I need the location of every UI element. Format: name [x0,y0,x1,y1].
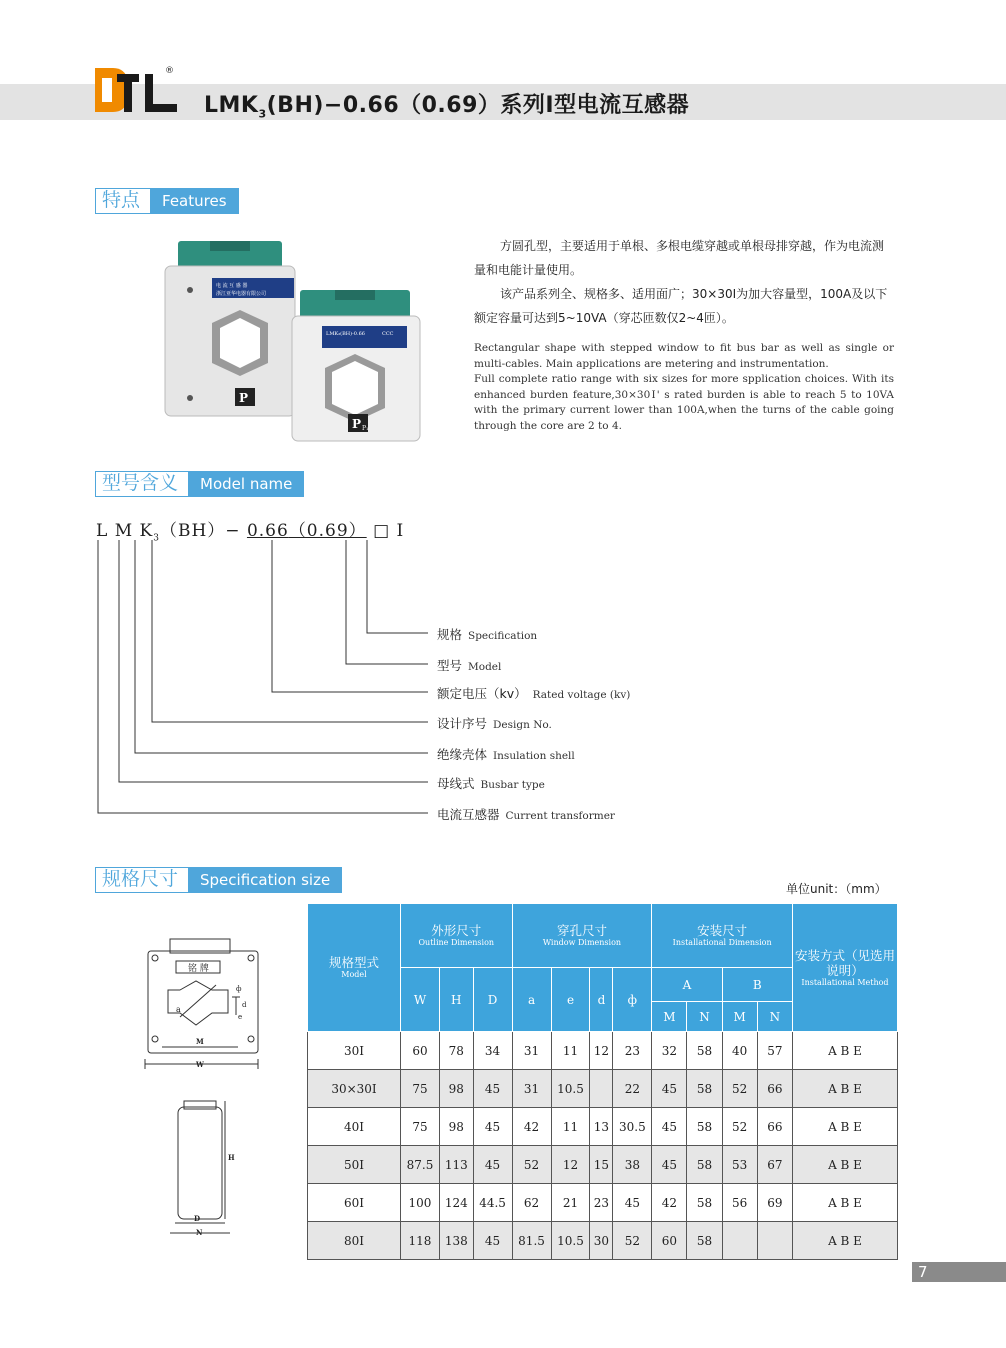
th-method: 安装方式（见选用说明） Installational Method [793,904,898,1032]
product-label-top: 电 流 互 感 器 [216,283,248,289]
page-number: 7 [912,1262,1006,1282]
svg-text:P: P [239,391,249,405]
model-name-tab-cn: 型号含义 [95,471,188,497]
features-tab-cn: 特点 [95,188,150,214]
legend-insulation-shell: 绝缘壳体 Insulation shell [437,747,575,762]
th-window: 穿孔尺寸 Window Dimension [512,904,652,968]
th-outline: 外形尺寸 Outline Dimension [401,904,513,968]
table-row: 40Ⅰ 75 98 45 42 11 13 30.5 45 58 52 66 A B E [308,1108,898,1146]
features-en-paragraph-1: Rectangular shape with stepped window to fit bus bar as well as single or multi-cables. Main applications are metering and instrumentation. [474,342,894,370]
svg-text:H: H [228,1153,235,1162]
features-tab-en: Features [150,188,239,214]
table-row: 30Ⅰ 60 78 34 31 11 12 23 32 58 40 57 A B E [308,1032,898,1070]
legend-model: 型号 Model [437,658,502,673]
features-cn-paragraph-2: 该产品系列全、规格多、适用面广；30×30Ⅰ为加大容量型，100A及以下额定容量可达到5~10VA（穿芯匝数仅2~4匝）。 [474,287,888,325]
unit-label: 单位unit：（mm） [786,882,887,896]
model-name-section-tab [95,471,304,497]
legend-rated-voltage: 额定电压（kv） Rated voltage (kv) [437,686,631,701]
product-badge: P₁ [362,425,369,432]
svg-text:D: D [194,1214,201,1223]
product-photo [160,238,440,443]
svg-text:P: P [352,417,362,431]
model-name-tab-en: Model name [188,471,304,497]
th-model: 规格型式 Model [308,904,401,1032]
table-row: 60Ⅰ 100 124 44.5 62 21 23 45 42 58 56 69 A B E [308,1184,898,1222]
product-label-maker: 浙江亚华电器有限公司 [216,291,267,297]
svg-text:M: M [196,1037,204,1046]
svg-text:e: e [238,1013,243,1021]
legend-busbar-type: 母线式 Busbar type [437,776,545,791]
model-legend-lines [0,530,440,830]
svg-text:W: W [196,1060,204,1069]
spec-section-tab [95,867,342,893]
table-row: 80Ⅰ 118 138 45 81.5 10.5 30 52 60 58 A B E [308,1222,898,1260]
dimension-diagram [140,935,265,1245]
th-install: 安装尺寸 Installational Dimension [652,904,793,968]
spec-tab-cn: 规格尺寸 [95,867,188,893]
table-row: 30×30Ⅰ 75 98 45 31 10.5 22 45 58 52 66 A B E [308,1070,898,1108]
features-section-tab [95,188,239,214]
registered-mark: ® [165,66,174,76]
page-title: $LMK_3(BH)-0.66(0.69)$系列Ⅰ型电流互感器 [204,93,690,121]
product-label-model: LMK₃(BH)-0.66 [326,331,365,337]
table-row: 50Ⅰ 87.5 113 45 52 12 15 38 45 58 53 67 A B E [308,1146,898,1184]
svg-text:d: d [242,1001,247,1009]
svg-text:a: a [176,1005,181,1014]
model-code: L M $K_3(BH)- 0.66(0.69)$ □ Ⅰ [96,521,405,544]
features-en-paragraph-2: Full complete ratio range with six sizes for more spplication choices. With its enhanced burden feature,30×30Ⅰ' s rated burden is able to reach 5 to 10VA with the primary current lower than 100A,when the turns of the cable going through the core are 2 to 4. [474,373,894,432]
svg-text:ф: ф [236,985,242,993]
product-label-mark: CCC [382,331,394,337]
spec-table: 规格型式 Model 外形尺寸 Outline Dimension 穿孔尺寸 Window Dimension 安装尺寸 Installational Dimension 安装方式（见选用说明） Installational Method W H D a e d ф A B M N M N 30Ⅰ 60 78 34 31 11 12 23 32 58 40 57 A B E 30×30Ⅰ 75 98 45 31 10.5 22 45 58 52 66 A B E 40Ⅰ 75 98 45 42 11 13 30.5 45 58 52 66 A B E 50Ⅰ 87.5 113 45 52 12 15 38 45 58 53 67 A B E 60Ⅰ 100 124 44.5 62 21 23 45 42 58 56 69 A B E 80Ⅰ 118 138 45 81.5 10.5 30 52 60 58 A B E [307,903,898,1260]
legend-design-no: 设计序号 Design No. [437,716,552,731]
features-cn-paragraph-1: 方圆孔型，主要适用于单根、多根电缆穿越或单根母排穿越，作为电流测量和电能计量使用。 [474,239,885,277]
spec-tab-en: Specification size [188,867,342,893]
legend-specification: 规格 Specification [437,627,538,642]
svg-text:N: N [196,1228,203,1237]
svg-text:铭 牌: 铭 牌 [188,964,209,974]
legend-current-transformer: 电流互感器 Current transformer [437,807,615,822]
